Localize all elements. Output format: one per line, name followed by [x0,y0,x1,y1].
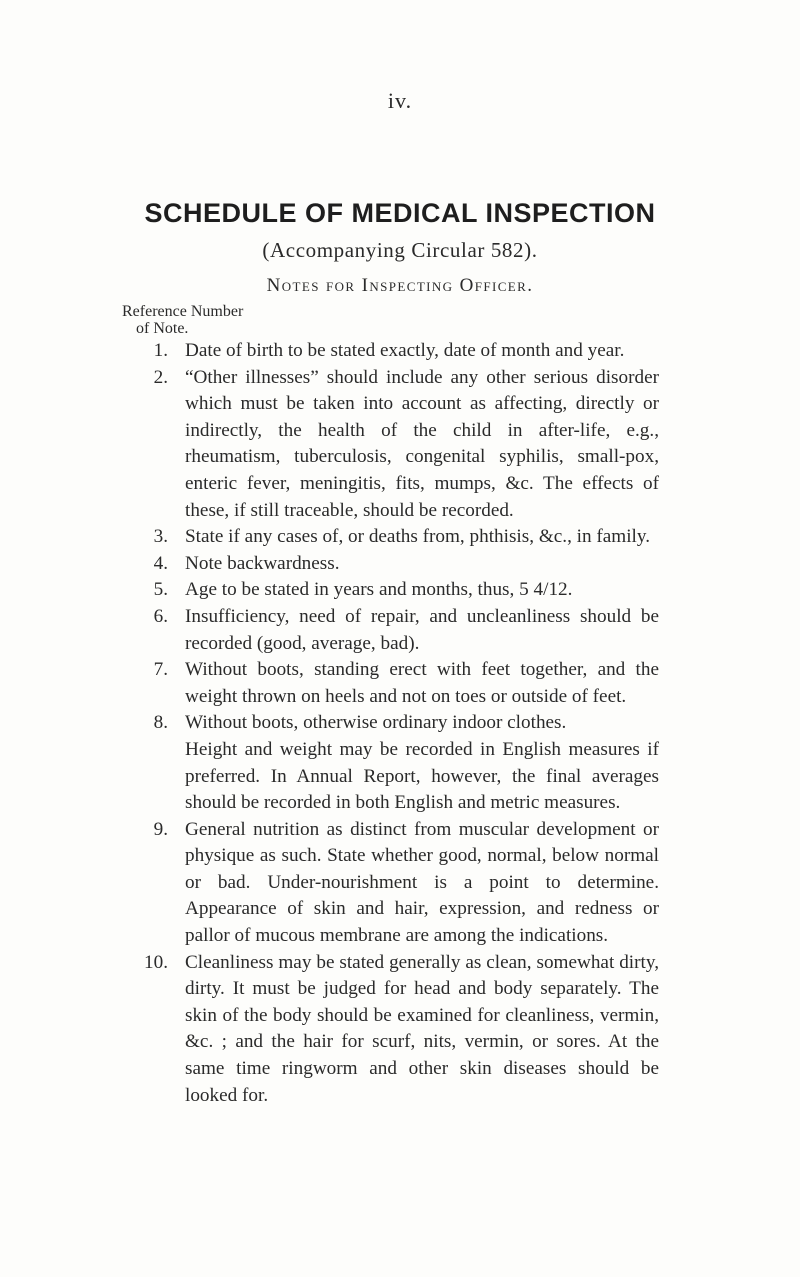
note-text: Cleanliness may be stated generally as clean, somewhat dirty, dirty. It must be judged for head and body separately. The skin of the body should be examined for cleanliness, vermin, &c. ; and the hair for scurf, nits, vermin, or sores. At the same time ringworm and other skin diseases should be looked for. [185,951,659,1106]
note-text: Age to be stated in years and months, thus, 5 4/12. [185,579,573,601]
note-item [134,577,659,604]
note-item [134,365,659,525]
note-number: 8. [153,712,168,734]
note-text: Without boots, otherwise ordinary indoor clothes. [185,712,567,734]
note-text: Note backwardness. [185,552,340,574]
page-title: SCHEDULE OF MEDICAL INSPECTION [144,198,656,228]
note-text: State if any cases of, or deaths from, phthisis, &c., in family. [185,526,651,548]
note-number: 3. [153,526,168,548]
note-number: 2. [153,366,168,388]
note-item [134,710,659,816]
reference-label-line: of Note. [136,320,189,337]
note-text: Without boots, standing erect with feet together, and the weight thrown on heels and not on toes or outside of feet. [185,659,659,707]
note-number: 5. [153,579,168,601]
note-text: Insufficiency, need of repair, and uncleanliness should be recorded (good, average, bad). [185,605,659,654]
reference-label [122,303,243,337]
note-item [134,604,659,657]
reference-label-line: Reference Number [122,303,244,320]
notes-list [134,338,659,1109]
note-number: 10. [144,951,168,973]
notes-heading: Notes for Inspecting Officer. [266,275,534,296]
note-text: Height and weight may be recorded in English measures if preferred. In Annual Report, however, the final averages should be recorded in both English and metric measures. [185,738,659,814]
note-number: 4. [153,552,168,574]
note-item [134,338,659,365]
note-item [134,524,659,551]
note-number: 7. [153,659,168,681]
note-number: 9. [153,818,168,840]
note-number: 6. [153,605,168,627]
note-text: “Other illnesses” should include any other serious disorder which must be taken into account as affecting, directly or indirectly, the health of the child in after-life, e.g., rheumatism, tuberculosis, congenital syphilis, small-pox, enteric fever, meningitis, fits, mumps, &c. The effects of these, if still traceable, should be recorded. [185,366,659,521]
page-number: iv. [387,88,413,113]
note-item [134,551,659,578]
note-item [134,657,659,710]
note-item [134,817,659,950]
note-text: Date of birth to be stated exactly, date of month and year. [185,340,625,361]
page-subtitle: (Accompanying Circular 582). [262,238,538,262]
note-item [134,950,659,1110]
note-number: 1. [153,340,168,361]
note-text: General nutrition as distinct from muscular development or physique as such. State whether good, normal, below normal or bad. Under-nourishment is a point to determine. Appearance of skin and hair, expression, and redness or pallor of mucous membrane are among the indications. [185,818,659,947]
